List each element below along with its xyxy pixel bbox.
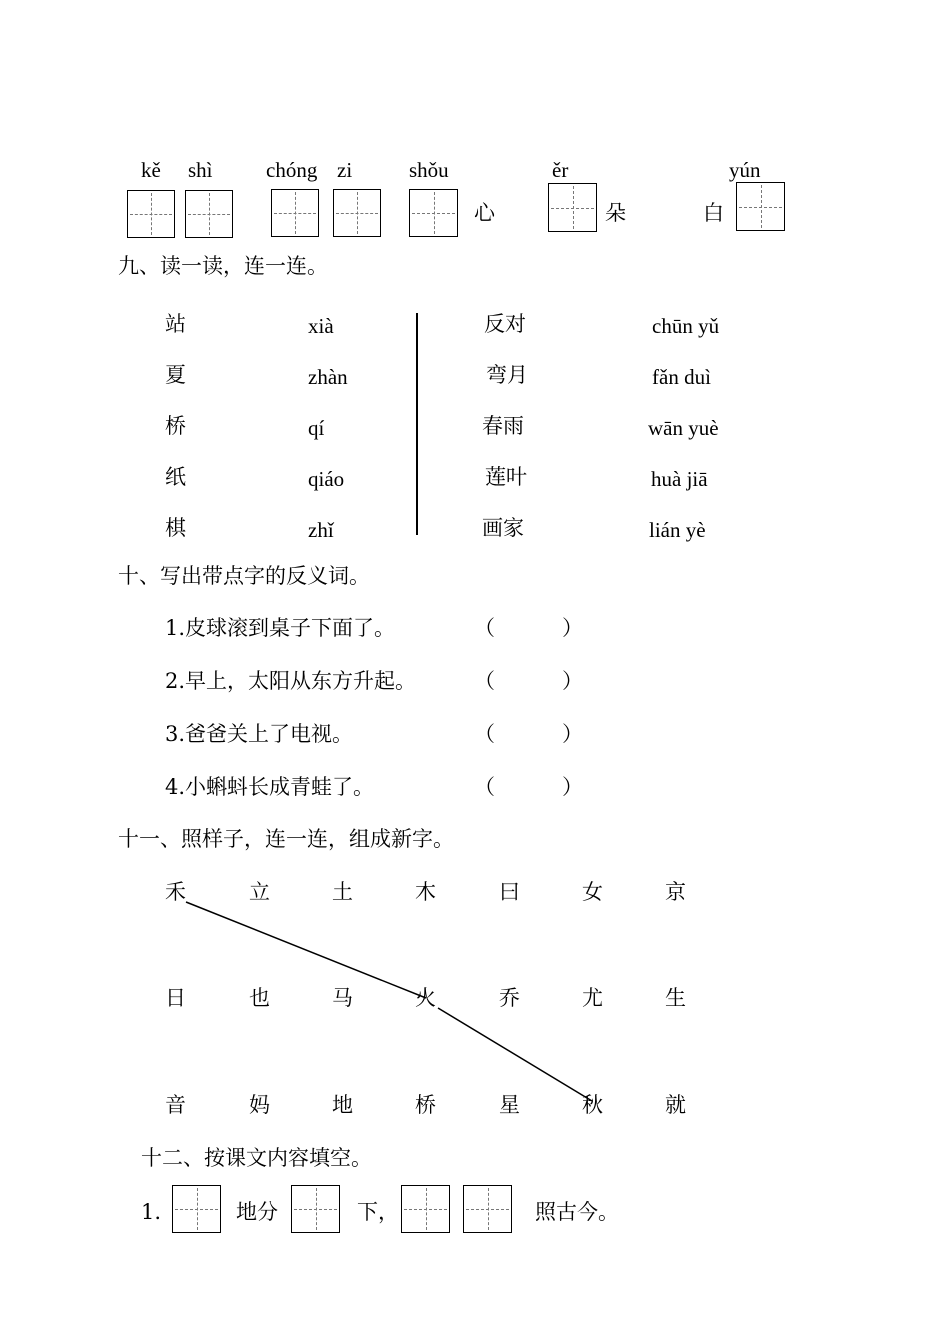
s11-row3-char[interactable]: 音 xyxy=(165,1093,186,1117)
s11-row2-char[interactable]: 尤 xyxy=(582,986,603,1010)
s9-left-char: 站 xyxy=(165,312,186,336)
s12-text: 下， xyxy=(357,1200,399,1224)
s9-right-pinyin: wān yuè xyxy=(648,416,719,440)
s9-right-word: 莲叶 xyxy=(485,465,527,489)
fill-box-1[interactable] xyxy=(172,1185,221,1233)
s9-left-pinyin: zhǐ xyxy=(308,518,334,542)
section9-title: 九、读一读，连一连。 xyxy=(118,254,328,278)
fill-box-3[interactable] xyxy=(401,1185,450,1233)
answer-paren-close: ） xyxy=(562,669,583,693)
section12-title: 十二、按课文内容填空。 xyxy=(141,1146,372,1170)
s12-text: 照古今。 xyxy=(535,1200,619,1224)
answer-paren-close: ） xyxy=(562,722,583,746)
s10-item: 3.爸爸关上了电视。 xyxy=(165,722,354,746)
s11-row2-char[interactable]: 乔 xyxy=(499,986,520,1010)
s11-row3-char[interactable]: 桥 xyxy=(415,1093,436,1117)
s10-item: 2.早上，太阳从东方升起。 xyxy=(165,669,417,693)
char-xin: 心 xyxy=(474,201,495,225)
s9-left-pinyin: qiáo xyxy=(308,467,345,491)
pinyin-shi: shì xyxy=(188,158,213,182)
s9-right-pinyin: lián yè xyxy=(649,518,706,542)
pinyin-er: ěr xyxy=(552,158,569,182)
pinyin-shou: shǒu xyxy=(409,158,449,182)
answer-paren-open: （ xyxy=(474,616,495,640)
s11-row2-char[interactable]: 生 xyxy=(665,986,686,1010)
s11-row1-char[interactable]: 立 xyxy=(249,880,270,904)
pinyin-chong: chóng xyxy=(266,158,318,182)
s11-row2-char[interactable]: 日 xyxy=(165,986,186,1010)
section11-title: 十一、照样子，连一连，组成新字。 xyxy=(118,827,454,851)
s10-item: 1.皮球滚到桌子下面了。 xyxy=(165,616,396,640)
s9-right-pinyin: chūn yǔ xyxy=(652,314,720,338)
s11-row3-char[interactable]: 星 xyxy=(499,1093,520,1117)
pinyin-yun: yún xyxy=(729,158,761,182)
s11-row1-char[interactable]: 土 xyxy=(332,880,353,904)
char-duo: 朵 xyxy=(605,201,626,225)
s11-row1-char[interactable]: 女 xyxy=(582,880,603,904)
s9-right-word: 反对 xyxy=(484,312,526,336)
example-line-1 xyxy=(186,902,426,998)
s9-right-word: 画家 xyxy=(482,516,524,540)
answer-paren-open: （ xyxy=(474,669,495,693)
s11-row1-char[interactable]: 木 xyxy=(415,880,436,904)
s9-left-pinyin: qí xyxy=(308,416,325,440)
s9-left-char: 棋 xyxy=(165,516,186,540)
example-line-2 xyxy=(438,1008,592,1101)
answer-paren-close: ） xyxy=(562,775,583,799)
s9-right-word: 春雨 xyxy=(482,414,524,438)
s11-row1-char[interactable]: 曰 xyxy=(499,880,520,904)
s9-right-pinyin: huà jiā xyxy=(651,467,708,491)
answer-paren-open: （ xyxy=(474,722,495,746)
s11-row1-char[interactable]: 京 xyxy=(665,880,686,904)
s9-left-pinyin: zhàn xyxy=(308,365,348,389)
s9-left-char: 桥 xyxy=(165,414,186,438)
pinyin-ke: kě xyxy=(141,158,161,182)
s11-row1-char[interactable]: 禾 xyxy=(165,880,186,904)
s11-row3-char[interactable]: 就 xyxy=(665,1093,686,1117)
s12-item-number: 1. xyxy=(141,1200,162,1224)
char-bai: 白 xyxy=(703,201,724,225)
s11-row3-char[interactable]: 地 xyxy=(332,1093,353,1117)
s9-right-pinyin: fǎn duì xyxy=(652,365,711,389)
s9-left-char: 夏 xyxy=(165,363,186,387)
s11-row3-char[interactable]: 妈 xyxy=(249,1093,270,1117)
s11-row2-char[interactable]: 马 xyxy=(332,986,353,1010)
s11-row2-char[interactable]: 也 xyxy=(249,986,270,1010)
fill-box-2[interactable] xyxy=(291,1185,340,1233)
s9-right-word: 弯月 xyxy=(486,363,528,387)
answer-paren-close: ） xyxy=(562,616,583,640)
section10-title: 十、写出带点字的反义词。 xyxy=(118,564,370,588)
answer-paren-open: （ xyxy=(474,775,495,799)
s10-item: 4.小蝌蚪长成青蛙了。 xyxy=(165,775,375,799)
pinyin-zi: zi xyxy=(337,158,353,182)
s9-left-char: 纸 xyxy=(165,465,186,489)
s11-row3-char[interactable]: 秋 xyxy=(582,1093,603,1117)
s11-row2-char[interactable]: 火 xyxy=(415,986,436,1010)
fill-box-4[interactable] xyxy=(463,1185,512,1233)
s9-left-pinyin: xià xyxy=(308,314,334,338)
s12-text: 地分 xyxy=(236,1200,278,1224)
